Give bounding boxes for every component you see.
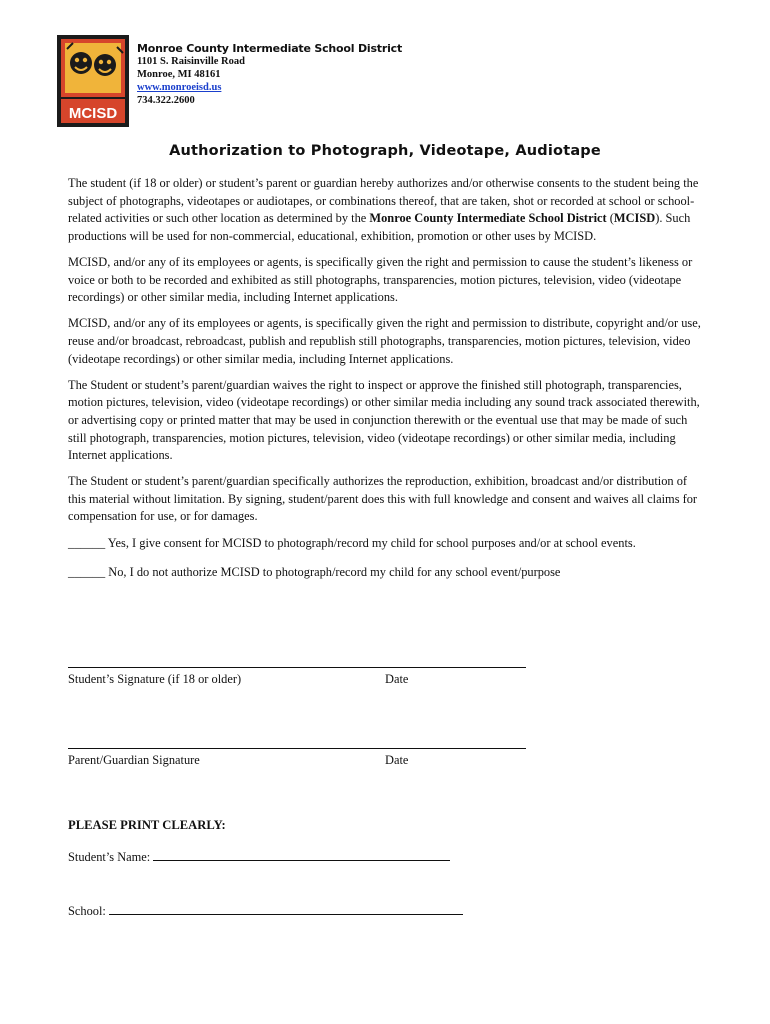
student-signature-line[interactable] (68, 667, 526, 668)
consent-yes-option (68, 535, 708, 553)
parent-signature-label: Parent/Guardian Signature (68, 753, 200, 767)
form-body (68, 175, 708, 590)
org-name: Monroe County Intermediate School District (137, 42, 403, 55)
paragraph-waiver: The Student or student’s parent/guardian waives the right to inspect or approve the finished still photograph, transparencies, motion pictures, television, video (videotape recordings) or other similar media including any sound track associated therewith, or advertising copy or printed matter that may be used in conjunction therewith or the eventual use that may be made of such still photograph, transparencies, motion pictures, television, video (videotape recordings) or other similar media, including Internet applications. (68, 377, 700, 463)
parent-date-label: Date (385, 753, 409, 767)
paragraph-likeness: MCISD, and/or any of its employees or agents, is specifically given the right and permission to cause the student’s likeness or voice or both to be recorded and exhibited as still photographs, transparencies, motion pictures, television, video (videotape recordings) or other similar media, including Internet applications. (68, 254, 693, 305)
school-label: School: (68, 904, 109, 918)
form-title: Authorization to Photograph, Videotape, Audiotape (169, 143, 601, 159)
paragraph-distribution: MCISD, and/or any of its employees or agents, is specifically given the right and permission to distribute, copyright and/or use, reuse and/or broadcast, rebroadcast, publish and republish still photographs, transparencies, motion pictures, television, video (videotape recordings) or other similar media, including Internet applications. (68, 316, 701, 366)
consent-no-text: No, I do not authorize MCISD to photograph/record my child for any school event/purpose (105, 565, 561, 580)
consent-no-option (68, 564, 708, 582)
district-abbr-bold: MCISD (613, 211, 656, 226)
district-name-bold: Monroe County Intermediate School District (369, 211, 607, 226)
paragraph-reproduction: The Student or student’s parent/guardian specifically authorizes the reproduction, exhibition, broadcast and/or distribution of this material without limitation. By signing, student/parent does this with full knowledge and consent and waives all claims for compensation for use, or for damages. (68, 474, 698, 524)
mcisd-logo (57, 35, 129, 127)
student-signature-label: Student’s Signature (if 18 or older) (68, 672, 242, 686)
paragraph-authorization (68, 175, 708, 245)
school-field[interactable] (109, 903, 463, 915)
student-name-row (68, 849, 450, 865)
consent-yes-text: Yes, I give consent for MCISD to photograph/record my child for school purposes and/or at school events. (105, 535, 636, 550)
address-line-1: 1101 S. Raisinville Road (137, 56, 245, 67)
paragraph-1-part-1: The student (if 18 or older) or student’s parent or guardian hereby authorizes and/or otherwise consents to the student being the subject of photographs, videotapes or audiotapes, or combinations thereof, that are taken, shot or recorded at school or school-related activities or such other location as determined by the (68, 176, 699, 226)
consent-no-blank[interactable]: ______ (68, 565, 106, 580)
website-link[interactable]: www.monroeisd.us (137, 82, 222, 93)
student-name-field[interactable] (153, 849, 450, 861)
address-line-2: Monroe, MI 48161 (137, 69, 221, 80)
logo-text: MCISD (68, 105, 118, 122)
school-row (68, 903, 463, 919)
parent-signature-block (68, 748, 526, 771)
consent-yes-blank[interactable]: ______ (68, 535, 106, 550)
print-clearly-heading: PLEASE PRINT CLEARLY: (68, 818, 226, 832)
phone-number: 734.322.2600 (137, 95, 195, 106)
paragraph-1-part-2: ). Such productions will be used for non-commercial, educational, exhibition, promotion or other uses by MCISD. (68, 211, 691, 243)
letterhead (137, 42, 402, 107)
student-date-label: Date (385, 672, 409, 686)
student-name-label: Student’s Name: (68, 850, 154, 864)
paren-open: ( (606, 211, 614, 226)
parent-signature-line[interactable] (68, 748, 526, 749)
student-signature-block (68, 667, 526, 690)
